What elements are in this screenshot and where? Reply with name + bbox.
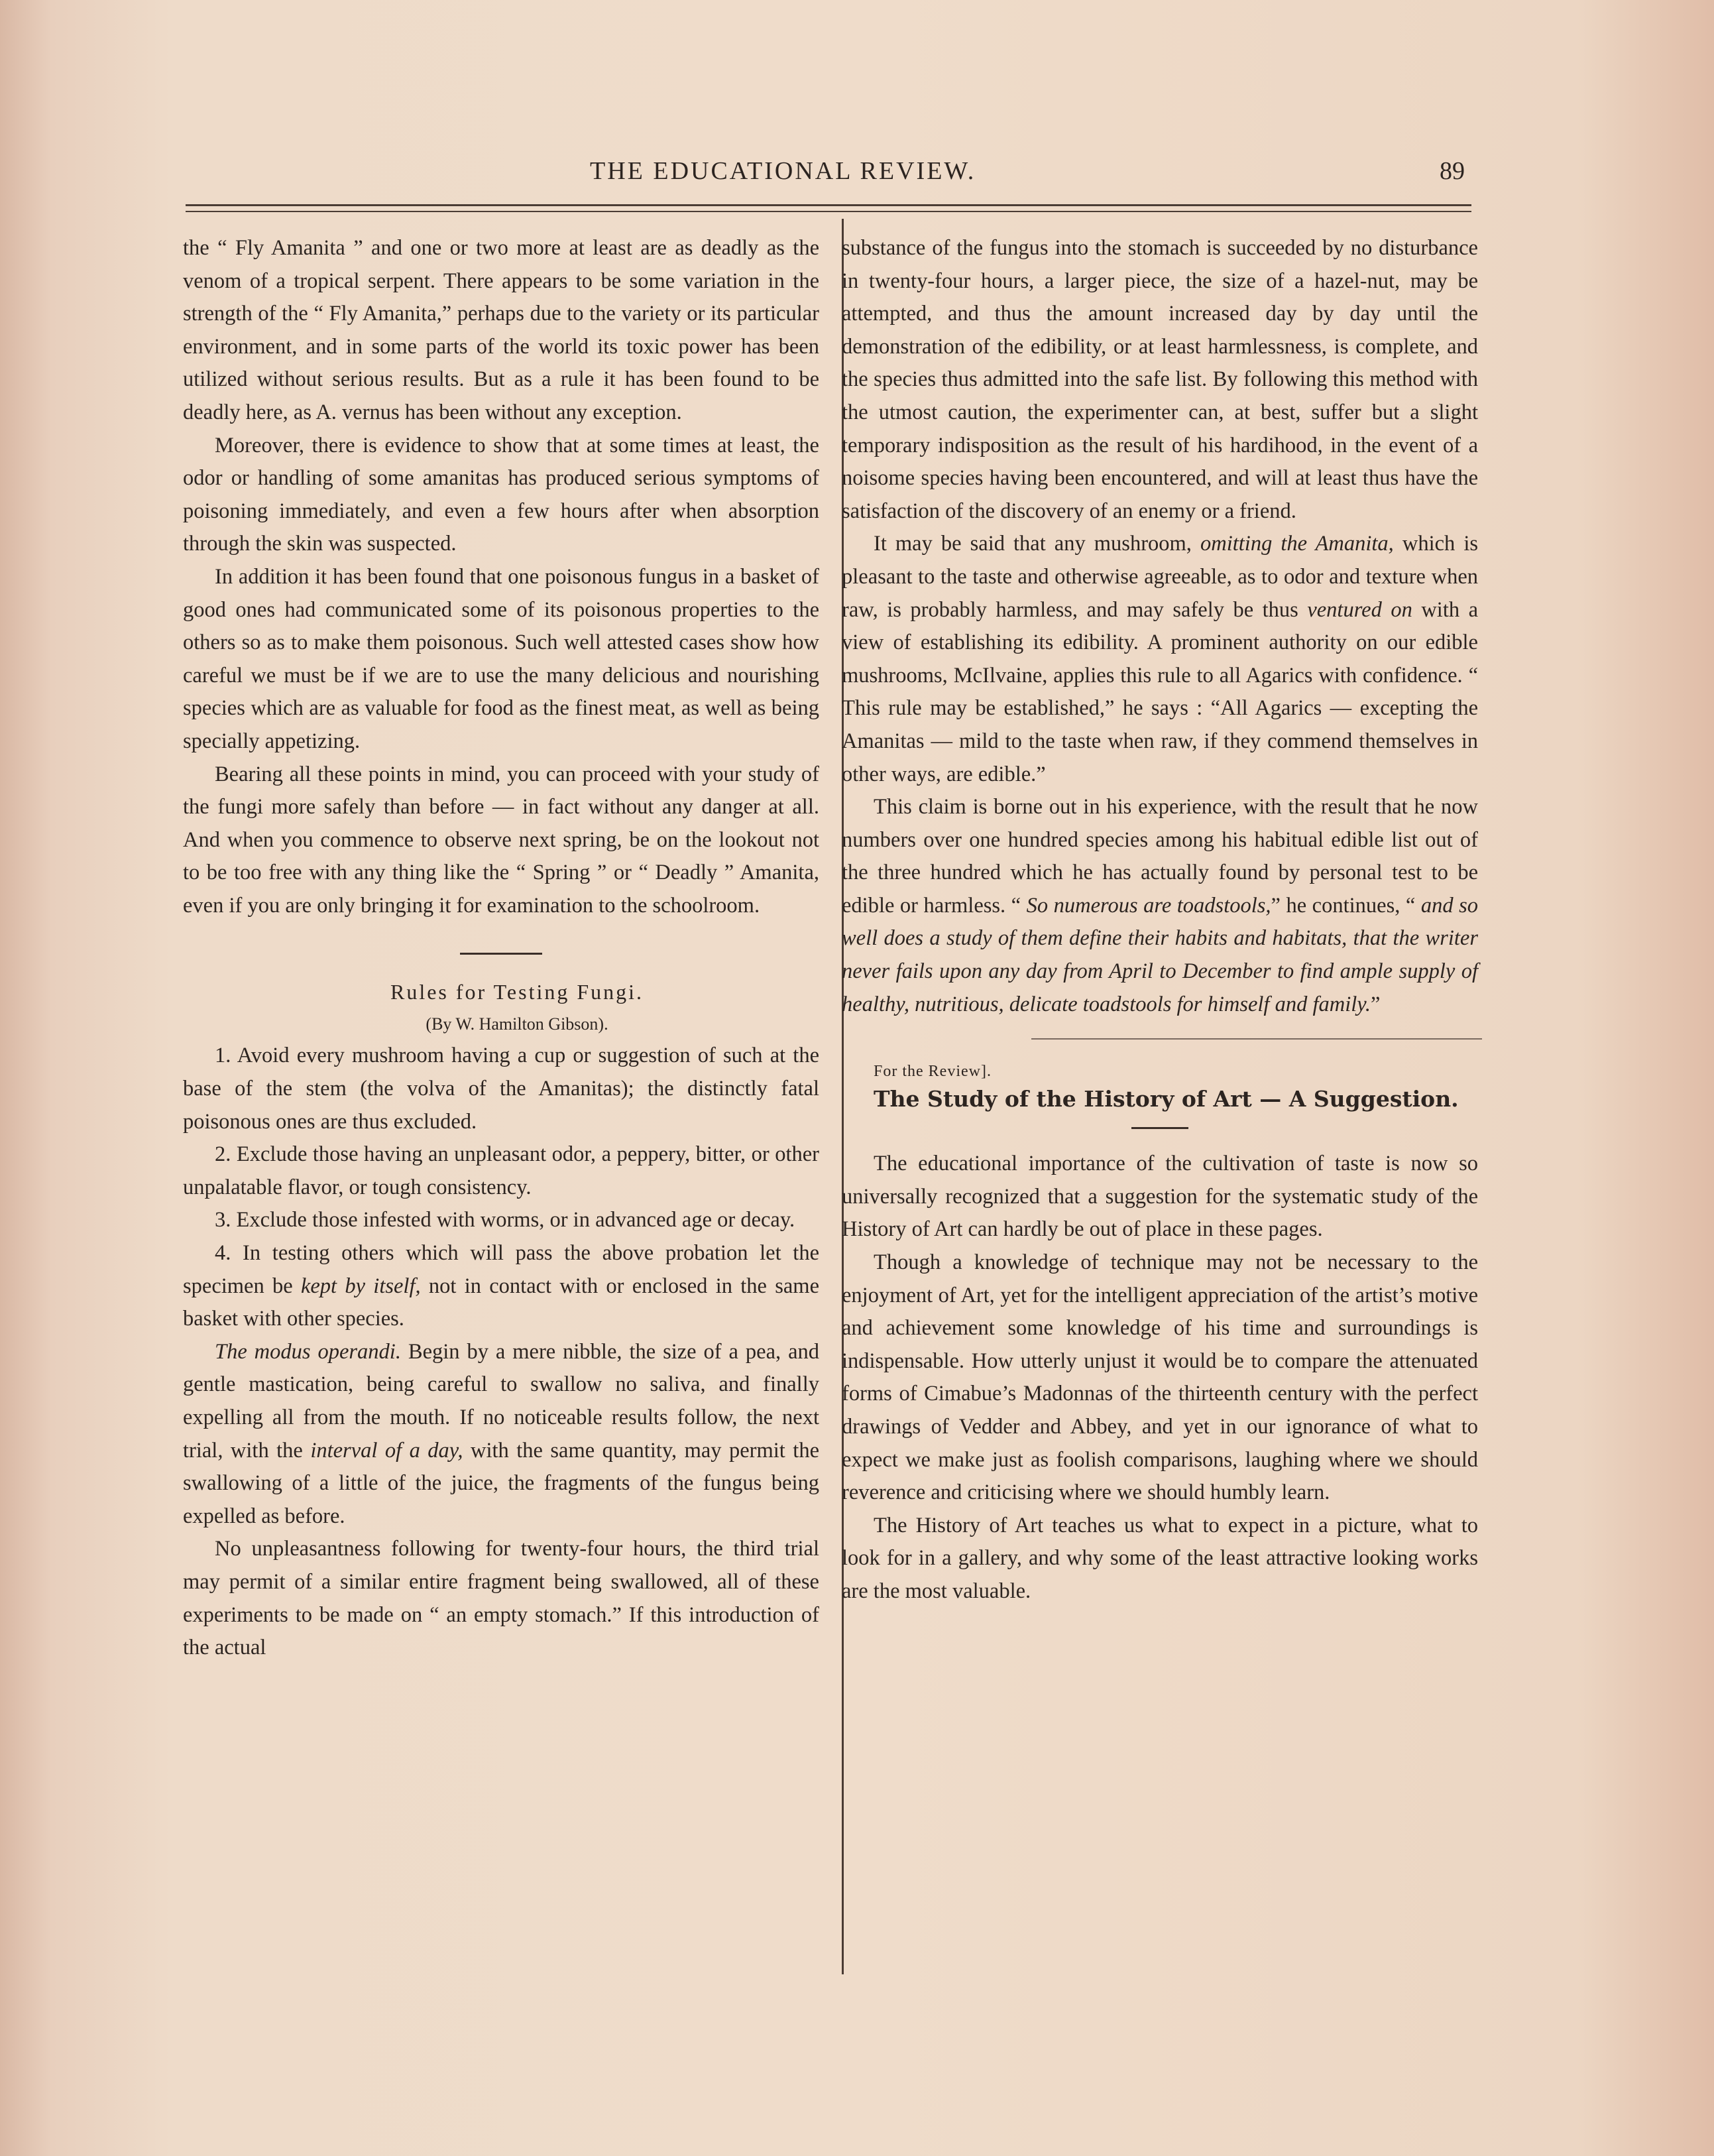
emphasis: and so well does a study of them define their habits and habitats, that the writer never fails upon any day from April to December to find ample supply of healthy, nutritious, delicate toadstools for himself and family. — [842, 893, 1478, 1016]
paragraph — [183, 232, 819, 430]
section-divider — [460, 953, 542, 955]
page-header — [186, 156, 1465, 196]
header-rule-thin — [186, 211, 1471, 212]
page-number: 89 — [1440, 157, 1465, 185]
paragraph — [183, 430, 819, 561]
title-divider — [1131, 1127, 1188, 1129]
paragraph-text: No unpleasantness following for twenty-four hours, the third trial may permit of a similar entire fragment being swallowed, all of these experiments to be made on “ an empty stomach.” If this introduction of the actual — [183, 1537, 819, 1660]
paragraph-text: with a view of establishing its edibility. A prominent authority on our edible mushrooms, McIlvaine, applies this rule to all Agarics with confidence. “ This rule may be established,” he says : “All Agarics — excepting the Amanitas — mild to the taste when raw, if they commend themselves in other ways, are edible.” — [842, 597, 1479, 786]
paragraph-text: with the same quantity, may permit the swallowing of a little of the juice, the fragments of the fungus being expelled as before. — [183, 1438, 819, 1528]
paragraph-text: substance of the fungus into the stomach is succeeded by no disturbance in twenty-four hours, a larger piece, the size of a hazel-nut, may be attempted, and thus the amount increased day by day until the demonstration of the edibility, or at least harmlessness, is complete, and the species thus admitted into the safe list. By following this method with the utmost caution, the experimenter can, at best, suffer but a slight temporary indisposition as the result of his hardihood, in the event of a noisome species having been encountered, and will at least thus have the satisfaction of the discovery of an enemy or a friend. — [842, 236, 1478, 523]
paragraph-text: The History of Art teaches us what to expect in a picture, what to look for in a gallery, and why some of the least attractive looking works are the most valuable. — [842, 1513, 1478, 1603]
paragraph-text: the “ Fly Amanita ” and one or two more at least are as deadly as the venom of a tropical serpent. There appears to be some variation in the strength of the “ Fly Amanita,” perhaps due to the variety or its particular environment, and in some parts of the world its toxic power has been utilized without serious results. But as a rule it has been found to be deadly here, as A. vernus has been without any exception. — [183, 236, 819, 424]
paragraph-text: This claim is borne out in his experience, with the result that he now numbers over one hundred species among his habitual edible list out of the three hundred which he has actually found by personal test to be edible or harmless. “ — [842, 795, 1478, 918]
rule-item — [183, 1138, 819, 1204]
emphasis: kept by itself, — [300, 1274, 421, 1298]
paragraph-text: Bearing all these points in mind, you can proceed with your study of the fungi more safely than before — in fact without any danger at all. And when you commence to observe next spring, be on the lookout not to be too free with any thing like the “ Spring ” or “ Deadly ” Amanita, even if you are only bringing it for examination to the schoolroom. — [183, 762, 819, 918]
paragraph-text: ” — [1371, 992, 1381, 1016]
paragraph-text: which is pleasant to the taste and otherwise agreeable, as to odor and texture when raw, is probably harmless, and may safely be thus — [842, 532, 1478, 622]
paragraph — [183, 758, 819, 923]
emphasis: ventured on — [1307, 597, 1412, 622]
emphasis: omitting the Amanita, — [1200, 532, 1394, 556]
paragraph — [842, 232, 1478, 528]
article-divider — [1031, 1038, 1482, 1040]
rule-item — [183, 1237, 819, 1336]
running-head: THE EDUCATIONAL REVIEW. — [590, 157, 976, 185]
paragraph-text: It may be said that any mushroom, — [874, 532, 1200, 556]
right-column — [842, 232, 1478, 1608]
paragraph-text: Moreover, there is evidence to show that at some times at least, the odor or handling of some amanitas has produced serious symptoms of poisoning immediately, and even a few hours after when absorption through the skin was suspected. — [183, 433, 819, 556]
section-title: Rules for Testing Fungi. — [390, 980, 644, 1004]
rule-text: 2. Exclude those having an unpleasant odor, a peppery, bitter, or other unpalatable flavor, or tough consistency. — [183, 1142, 819, 1199]
paragraph — [183, 1533, 819, 1664]
rule-text: 4. In testing others which will pass the above probation let the specimen be — [183, 1241, 819, 1298]
rule-text: 1. Avoid every mushroom having a cup or suggestion of such at the base of the stem (the volva of the Amanitas); the distinctly fatal poisonous ones are thus excluded. — [183, 1044, 819, 1134]
paragraph-text: ” he continues, “ — [1271, 893, 1421, 918]
paragraph-text: In addition it has been found that one poisonous fungus in a basket of good ones had communicated some of its poisonous properties to the others so as to make them poisonous. Such well attested cases show how careful we must be if we are to use the many delicious and nourishing species which are as valuable for food as the finest meat, as well as being specially appetizing. — [183, 564, 819, 753]
paragraph — [842, 1510, 1478, 1608]
paragraph — [183, 1336, 819, 1533]
paragraph-text: The educational importance of the cultivation of taste is now so universally recognized that a suggestion for the systematic study of the History of Art can hardly be out of place in these pages. — [842, 1152, 1478, 1242]
article-title: The Study of the History of Art — A Suggestion. — [874, 1086, 1459, 1112]
emphasis: So numerous are toadstools, — [1026, 893, 1271, 918]
rule-text: not in contact with or enclosed in the same basket with other species. — [183, 1274, 819, 1331]
rule-text: 3. Exclude those infested with worms, or in advanced age or decay. — [215, 1208, 795, 1232]
section-byline: (By W. Hamilton Gibson). — [426, 1014, 608, 1034]
paragraph — [842, 1246, 1478, 1510]
left-column — [183, 232, 819, 1665]
rule-item — [183, 1040, 819, 1138]
paragraph — [842, 1148, 1478, 1246]
emphasis: interval of a day, — [310, 1438, 463, 1463]
rule-item — [183, 1204, 819, 1237]
paragraph-text: Begin by a mere nibble, the size of a pea, and gentle mastication, being careful to swallow no saliva, and finally expelling all from the mouth. If no noticeable results follow, the next trial, with the — [183, 1339, 819, 1463]
article-source: For the Review]. — [874, 1063, 992, 1081]
paragraph — [842, 528, 1478, 791]
header-rule — [186, 204, 1471, 206]
emphasis: The modus operandi. — [215, 1339, 401, 1364]
paragraph — [842, 791, 1478, 1021]
paragraph — [183, 561, 819, 758]
paragraph-text: Though a knowledge of technique may not be necessary to the enjoyment of Art, yet for the intelligent appreciation of the artist’s motive and achievement some knowledge of his time and surroundings is indispensable. How utterly unjust it would be to compare the attenuated forms of Cimabue’s Madonnas of the thirteenth century with the perfect drawings of Vedder and Abbey, and yet in our ignorance of what to expect we make just as foolish comparisons, laughing where we should reverence and criticising where we should humbly learn. — [842, 1250, 1478, 1505]
